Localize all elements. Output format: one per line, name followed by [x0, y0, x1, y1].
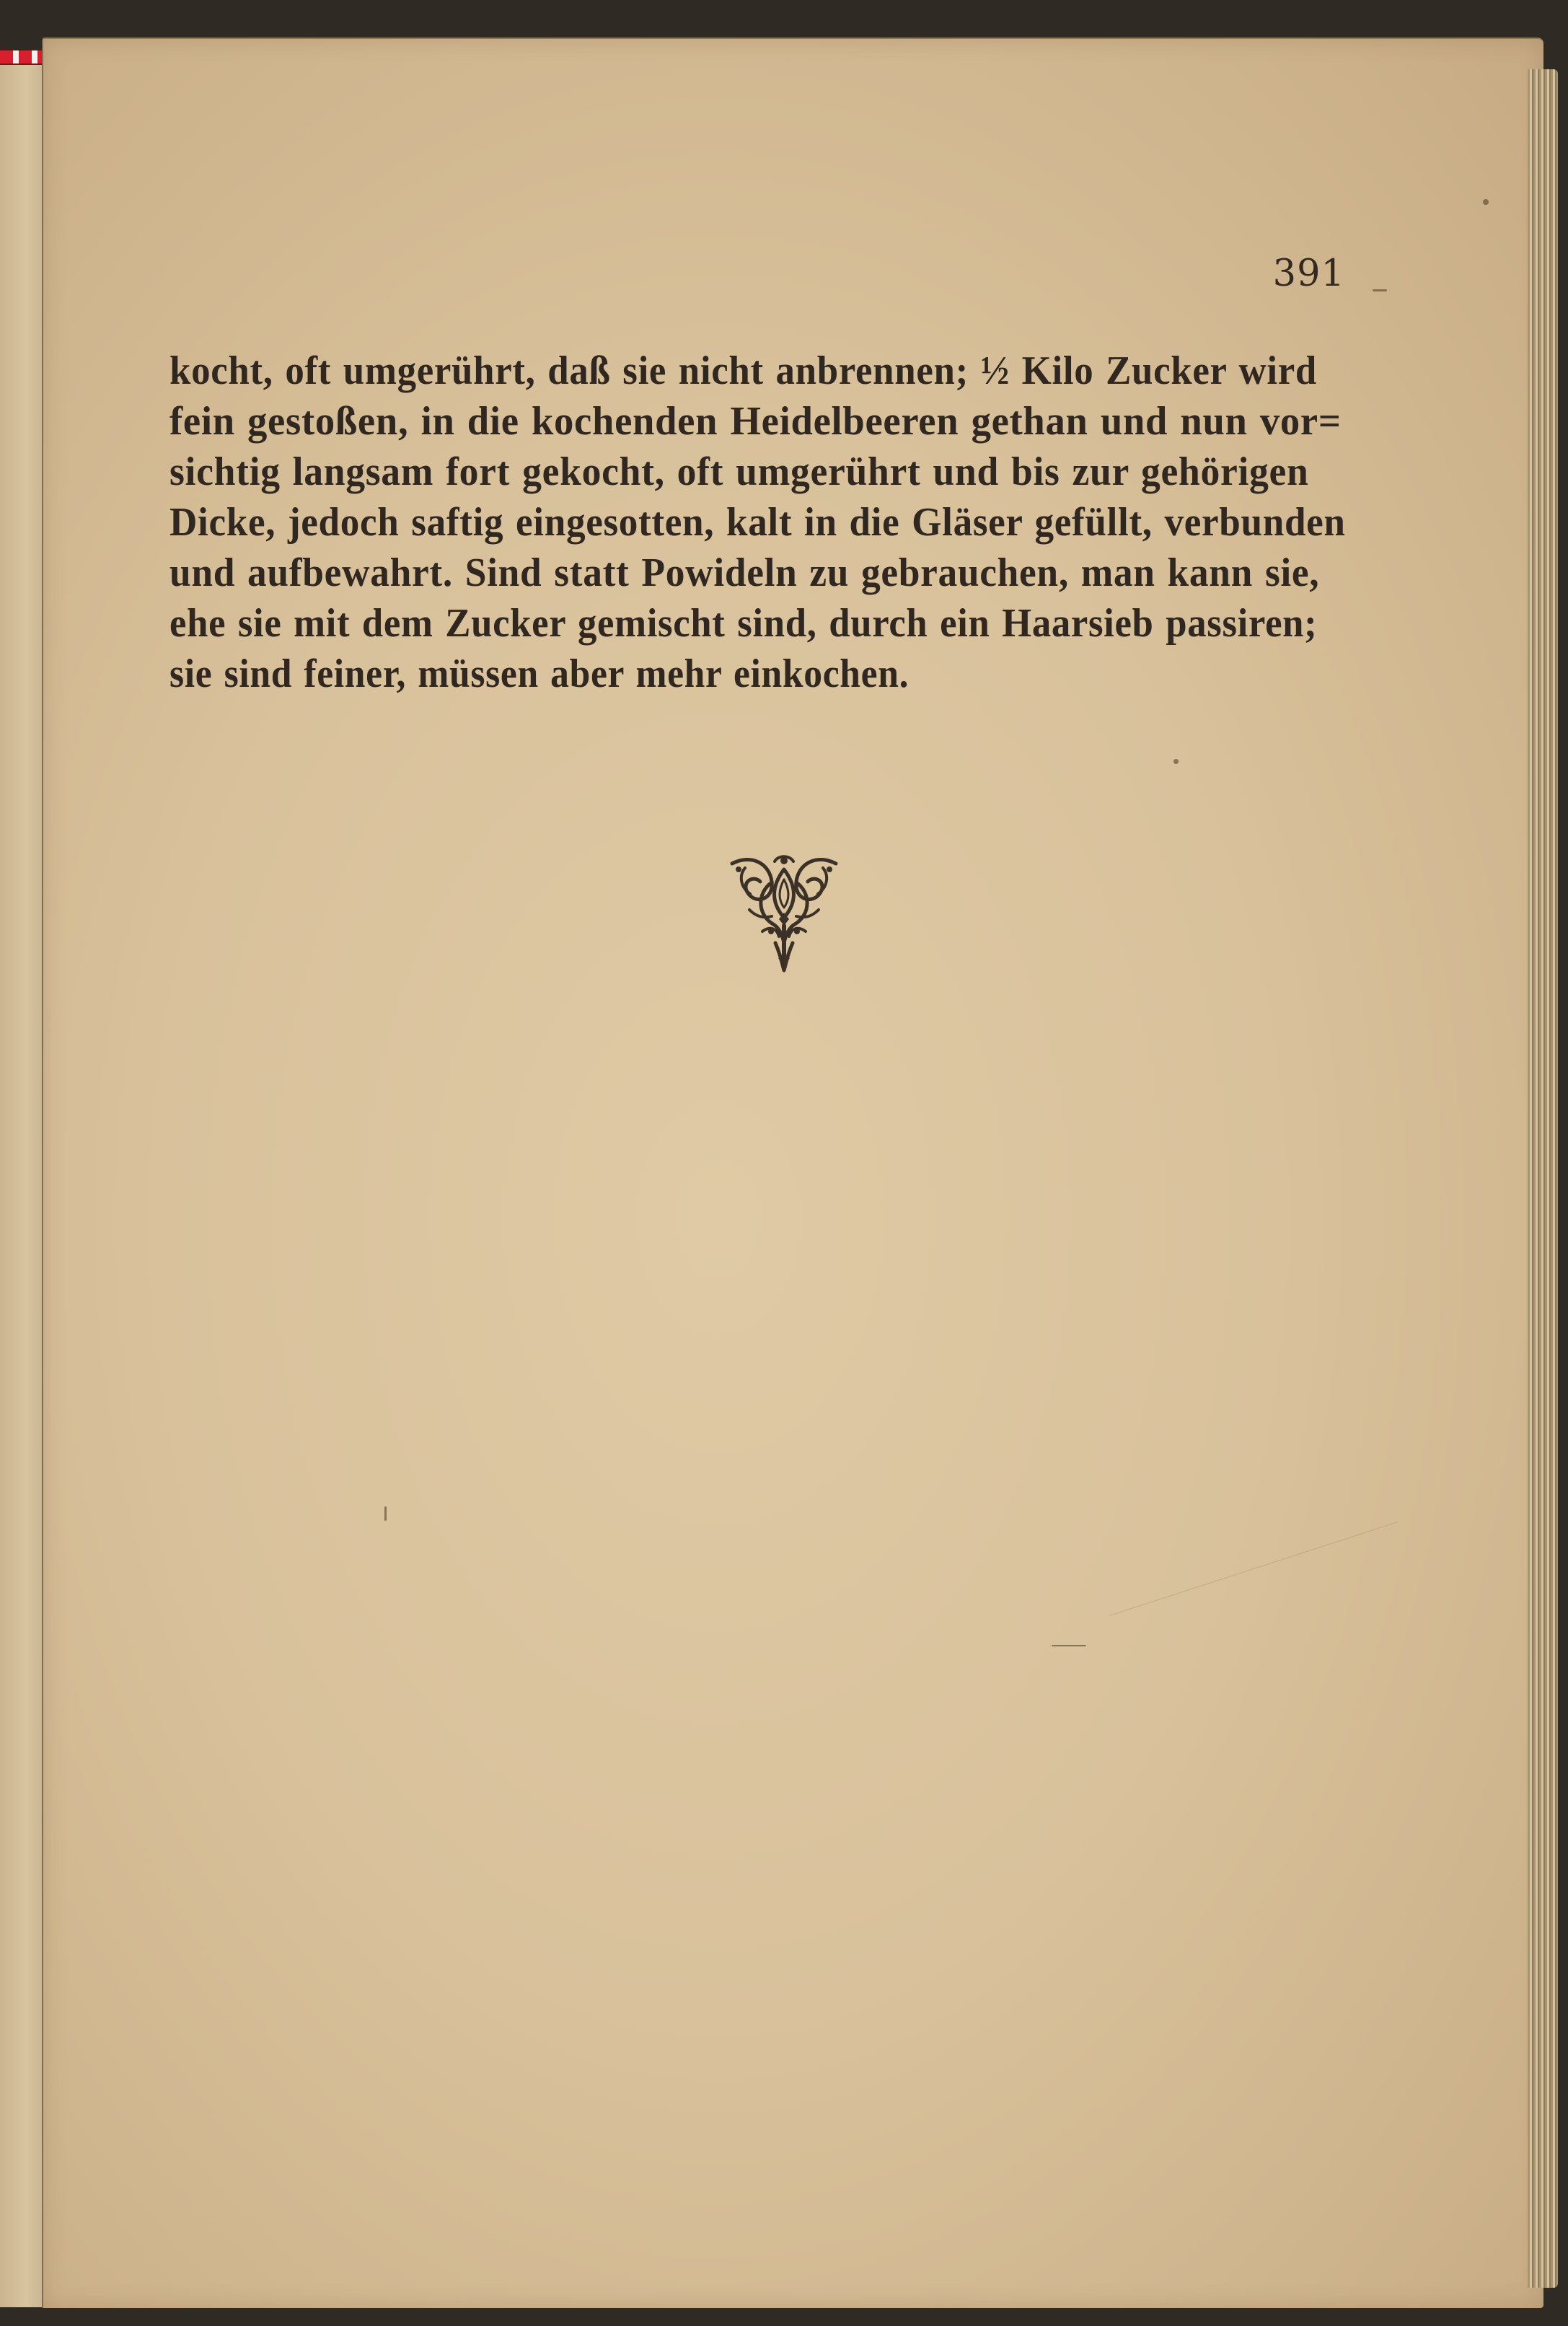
- fleuron-ornament-icon: [719, 851, 849, 977]
- page-edge-stack: [1528, 69, 1558, 2288]
- paragraph-line: Dicke, jedoch saftig eingesotten, kalt in die Gläser gefüllt, verbunden: [169, 500, 1346, 545]
- page-number: 391: [1272, 253, 1345, 295]
- paper-mark: [384, 1506, 387, 1521]
- paragraph-line: und aufbewahrt. Sind statt Powideln zu gebrauchen, man kann sie,: [169, 550, 1320, 595]
- paragraph-line: kocht, oft umgerührt, daß sie nicht anbrennen; ½ Kilo Zucker wird: [169, 348, 1317, 393]
- paragraph-line: sichtig langsam fort gekocht, oft umgerührt und bis zur gehörigen: [169, 449, 1309, 494]
- paper-crease: [1109, 1522, 1398, 1616]
- paragraph-line: fein gestoßen, in die kochenden Heidelbeeren gethan und nun vor=: [169, 399, 1342, 444]
- paper-speck: [1483, 199, 1489, 205]
- paper-mark: [1052, 1645, 1086, 1646]
- paragraph-line: sie sind feiner, müssen aber mehr einkochen.: [169, 651, 909, 696]
- paper-speck: [1173, 759, 1179, 764]
- recipe-paragraph: [169, 346, 1360, 699]
- paragraph-line: ehe sie mit dem Zucker gemischt sind, durch ein Haarsieb passiren;: [169, 601, 1318, 646]
- paper-mark: [1373, 289, 1387, 291]
- book-page: [42, 38, 1543, 2308]
